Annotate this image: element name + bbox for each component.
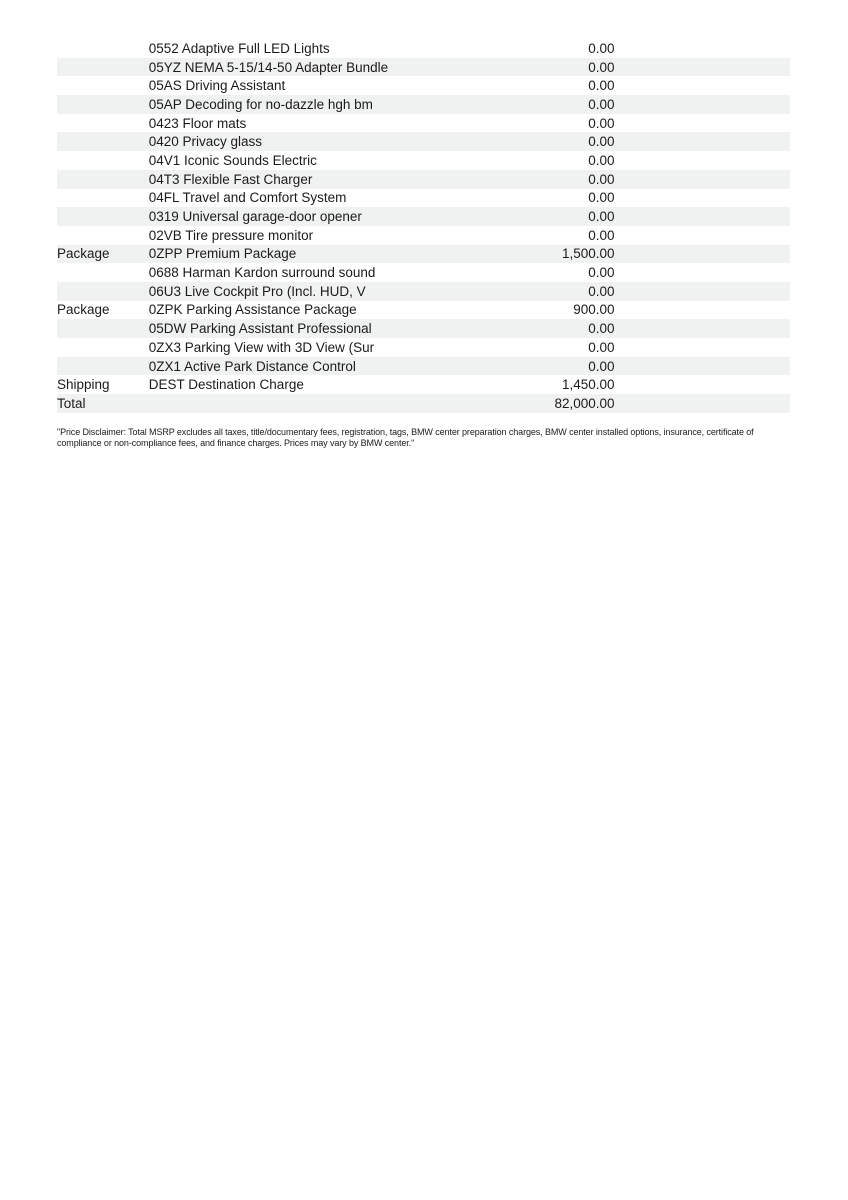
category-cell: Total	[57, 395, 86, 411]
spacer-cell	[615, 357, 790, 376]
table-row	[57, 39, 790, 58]
price-cell: 0.00	[588, 78, 615, 94]
category-cell	[57, 207, 149, 226]
description-cell: 04V1 Iconic Sounds Electric	[148, 152, 317, 168]
category-cell	[57, 39, 149, 58]
description-cell: 02VB Tire pressure monitor	[148, 227, 314, 243]
price-cell: 1,450.00	[561, 377, 615, 393]
spacer-cell	[615, 189, 790, 208]
category-cell	[57, 170, 149, 189]
description-cell: 06U3 Live Cockpit Pro (Incl. HUD, V	[148, 283, 366, 299]
spacer-cell	[615, 39, 790, 58]
spacer-cell	[615, 245, 790, 264]
spacer-cell	[615, 151, 790, 170]
spacer-cell	[615, 170, 790, 189]
spacer-cell	[615, 58, 790, 77]
spacer-cell	[615, 338, 790, 357]
table-row	[57, 263, 790, 282]
description-cell: 0ZX1 Active Park Distance Control	[148, 358, 356, 374]
category-cell: Package	[57, 302, 110, 318]
table-row	[57, 95, 790, 114]
category-cell	[57, 319, 149, 338]
description-cell: 04FL Travel and Comfort System	[148, 190, 347, 206]
price-cell: 0.00	[588, 283, 615, 299]
description-cell: 0420 Privacy glass	[148, 134, 263, 150]
price-cell: 0.00	[588, 59, 615, 75]
category-cell: Package	[57, 246, 110, 262]
table-row	[57, 245, 790, 264]
category-cell	[57, 357, 149, 376]
description-cell: 0ZPP Premium Package	[148, 246, 297, 262]
spacer-cell	[615, 282, 790, 301]
price-disclaimer: "Price Disclaimer: Total MSRP excludes all taxes, title/documentary fees, registration, tags, BMW center preparation charges, BMW center installed options, insurance, certificate of compliance or non-compliance fees, and finance charges. Prices may vary by BMW center."	[57, 427, 754, 449]
table-row	[57, 58, 790, 77]
price-cell: 0.00	[588, 358, 615, 374]
spacer-cell	[615, 319, 790, 338]
category-cell	[57, 226, 149, 245]
spacer-cell	[615, 114, 790, 133]
table-row	[57, 114, 790, 133]
price-cell: 0.00	[588, 321, 615, 337]
pricing-table	[57, 39, 790, 413]
description-cell: 0423 Floor mats	[148, 115, 247, 131]
price-cell: 0.00	[588, 171, 615, 187]
spacer-cell	[615, 132, 790, 151]
category-cell	[57, 58, 149, 77]
spacer-cell	[615, 301, 790, 320]
table-row	[57, 170, 790, 189]
spacer-cell	[615, 263, 790, 282]
spacer-cell	[615, 76, 790, 95]
description-cell: 0ZX3 Parking View with 3D View (Sur	[148, 339, 375, 355]
category-cell	[57, 263, 149, 282]
price-cell: 1,500.00	[561, 246, 615, 262]
spacer-cell	[615, 394, 790, 413]
price-cell: 0.00	[588, 152, 615, 168]
table-row	[57, 282, 790, 301]
description-cell: 05YZ NEMA 5-15/14-50 Adapter Bundle	[148, 59, 389, 75]
spacer-cell	[615, 226, 790, 245]
description-cell: 05AP Decoding for no-dazzle hgh bm	[148, 96, 373, 112]
price-cell: 900.00	[573, 302, 615, 318]
table-row	[57, 151, 790, 170]
category-cell	[57, 338, 149, 357]
table-row	[57, 189, 790, 208]
price-cell: 0.00	[588, 227, 615, 243]
description-cell	[149, 394, 522, 413]
price-cell: 0.00	[588, 134, 615, 150]
category-cell: Shipping	[57, 377, 110, 393]
description-cell: 0688 Harman Kardon surround sound	[148, 265, 376, 281]
price-cell: 82,000.00	[554, 395, 615, 411]
price-cell: 0.00	[588, 265, 615, 281]
table-row	[57, 226, 790, 245]
description-cell: 0319 Universal garage-door opener	[148, 209, 362, 225]
price-cell: 0.00	[588, 190, 615, 206]
description-cell: DEST Destination Charge	[148, 377, 304, 393]
table-row	[57, 394, 790, 413]
table-row	[57, 338, 790, 357]
price-cell: 0.00	[588, 115, 615, 131]
category-cell	[57, 282, 149, 301]
table-row	[57, 207, 790, 226]
price-cell: 0.00	[588, 40, 615, 56]
table-row	[57, 76, 790, 95]
spacer-cell	[615, 375, 790, 394]
category-cell	[57, 95, 149, 114]
price-cell: 0.00	[588, 96, 615, 112]
description-cell: 04T3 Flexible Fast Charger	[148, 171, 313, 187]
pricing-table-body	[57, 39, 790, 413]
table-row	[57, 132, 790, 151]
table-row	[57, 375, 790, 394]
category-cell	[57, 189, 149, 208]
spacer-cell	[615, 207, 790, 226]
table-row	[57, 319, 790, 338]
category-cell	[57, 114, 149, 133]
table-row	[57, 357, 790, 376]
description-cell: 05AS Driving Assistant	[148, 78, 286, 94]
category-cell	[57, 132, 149, 151]
description-cell: 05DW Parking Assistant Professional	[148, 321, 372, 337]
spacer-cell	[615, 95, 790, 114]
category-cell	[57, 151, 149, 170]
category-cell	[57, 76, 149, 95]
description-cell: 0552 Adaptive Full LED Lights	[148, 40, 330, 56]
price-cell: 0.00	[588, 209, 615, 225]
table-row	[57, 301, 790, 320]
description-cell: 0ZPK Parking Assistance Package	[148, 302, 357, 318]
price-cell: 0.00	[588, 339, 615, 355]
